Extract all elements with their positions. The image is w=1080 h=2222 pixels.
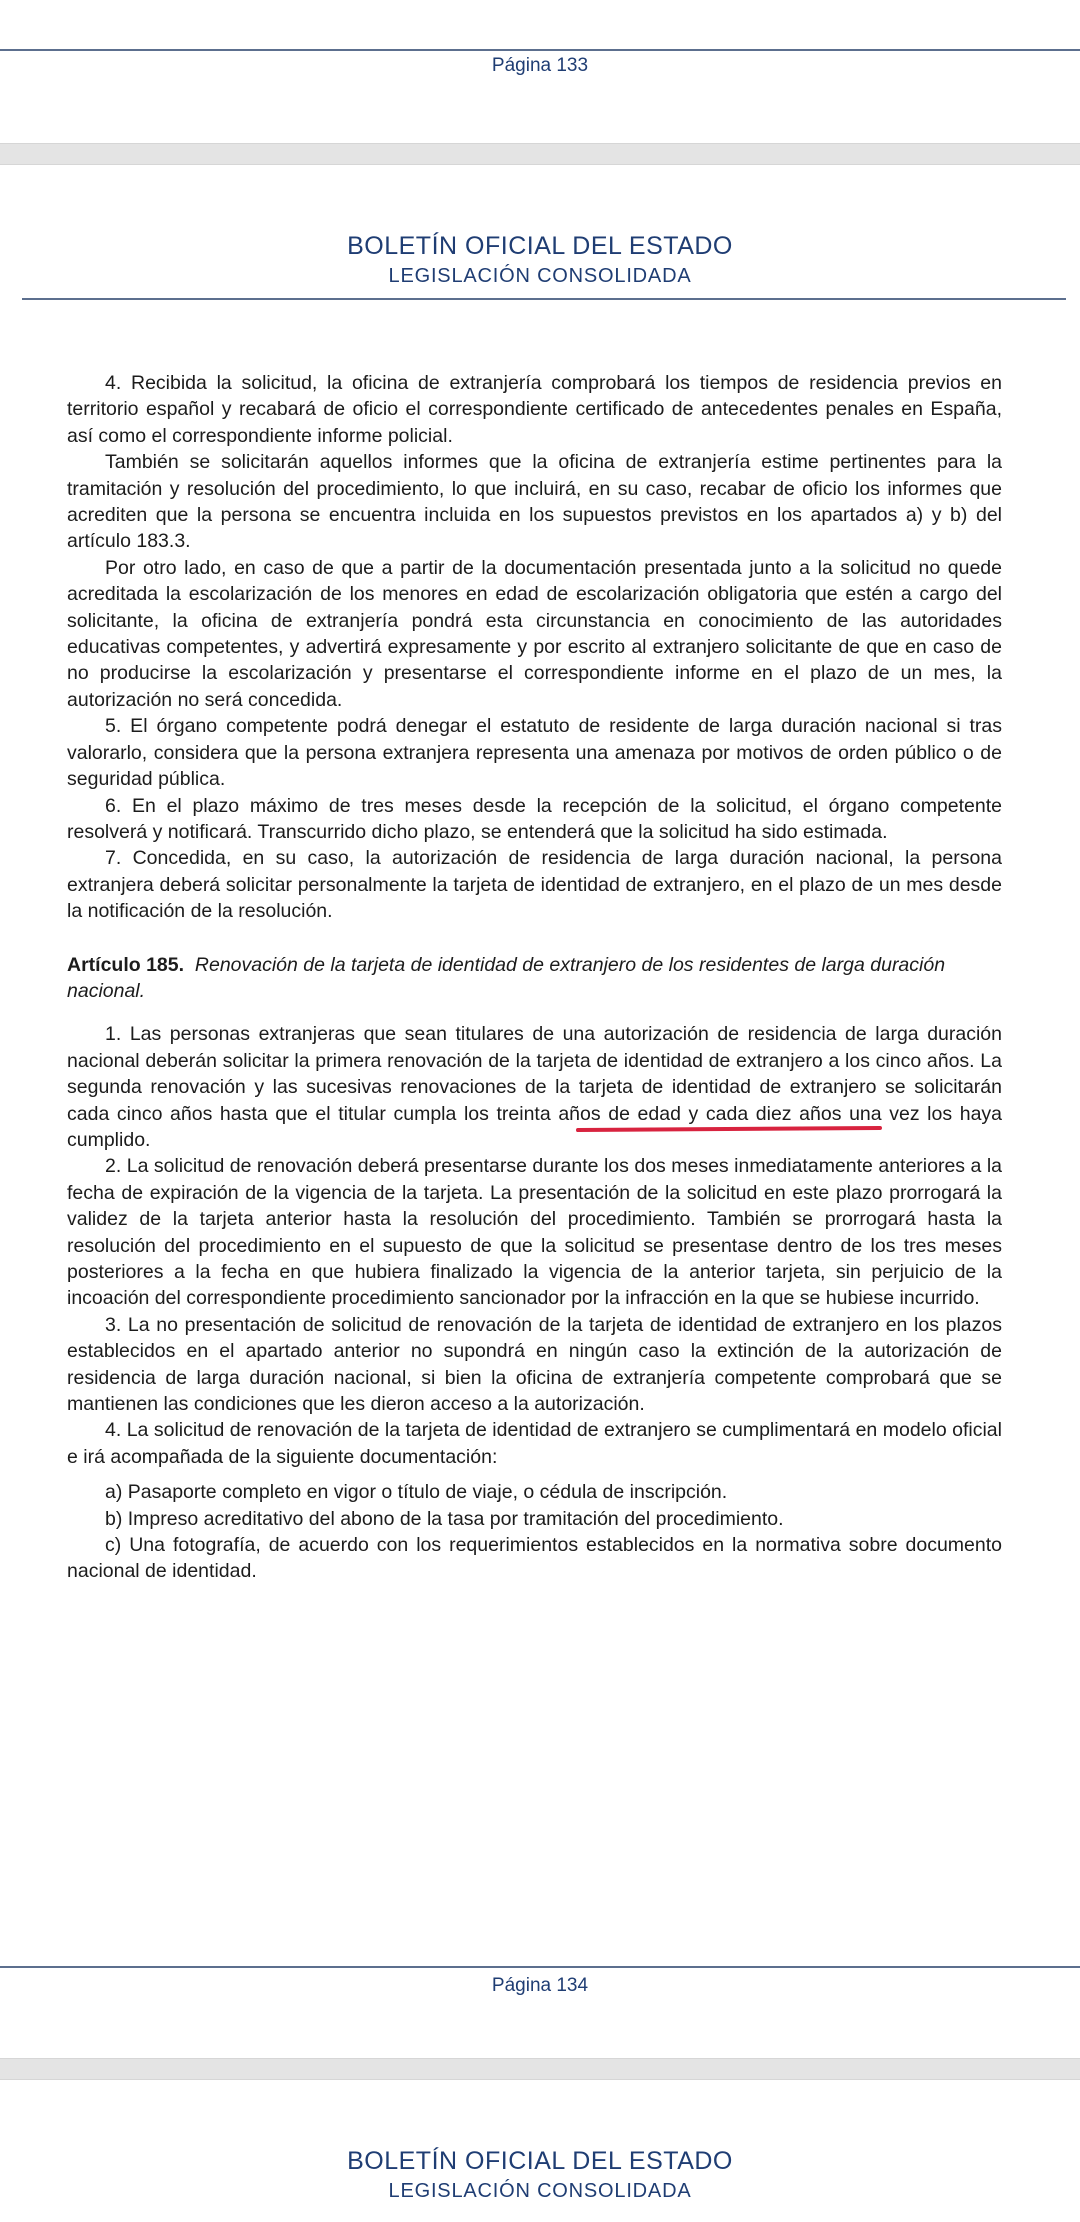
page-gap-top: [0, 143, 1080, 165]
paragraph: 7. Concedida, en su caso, la autorización de residencia de larga duración nacional, la persona extranjera deberá solicitar personalmente la tarjeta de identidad de extranjero, en el plazo de un mes desde la notificación de la resolución.: [67, 847, 1002, 923]
page-gap-bottom: [0, 2058, 1080, 2080]
paragraph: Por otro lado, en caso de que a partir de la documentación presentada junto a la solicitud no quede acreditada la escolarización de los menores en edad de escolarización obligatoria que estén a cargo del solicitante, la oficina de extranjería pondrá esta circunstancia en conocimiento de las autoridades educativas competentes, y advertirá expresamente y por escrito al extranjero solicitante de que en caso de no producirse la escolarización y presentarse el correspondiente informe en el plazo de un mes, la autorización no será concedida.: [67, 556, 1002, 711]
header-title: BOLETÍN OFICIAL DEL ESTADO: [347, 232, 733, 260]
paragraph-text-after: vez los haya cumplido.: [67, 1102, 1003, 1151]
list-item: c) Una fotografía, de acuerdo con los requerimientos establecidos en la normativa sobre documento nacional de identidad.: [67, 1534, 1002, 1583]
paragraph-text-before: 1. Las personas extranjeras que sean titulares de una autorización de residencia de larga duración nacional deberán solicitar la primera renovación de la tarjeta de identidad de extranjero a los cinco años. La segunda renovación y las sucesivas renovaciones de la tarjeta de identidad de extranjero se solicitarán cada cinco años hasta que el titular cumpla los treinta añ: [67, 1023, 1002, 1125]
paragraph: 4. La solicitud de renovación de la tarjeta de identidad de extranjero se cumplimentará en modelo oficial e irá acompañada de la siguiente documentación:: [67, 1419, 1002, 1468]
article-heading: [67, 952, 1002, 1005]
header-subtitle: LEGISLACIÓN CONSOLIDADA: [388, 265, 692, 287]
header-rule: [22, 298, 1066, 300]
paragraph: 2. La solicitud de renovación deberá presentarse durante los dos meses inmediatamente anteriores a la fecha de expiración de la vigencia de la tarjeta. La presentación de la solicitud en este plazo prorrogará la validez de la tarjeta anterior hasta la resolución del procedimiento. También se prorrogará hasta la resolución del procedimiento en el supuesto de que la solicitud se presentase dentro de los tres meses posteriores a la fecha en que hubiera finalizado la vigencia de la anterior tarjeta, sin perjuicio de la incoación del correspondiente procedimiento sancionador por la infracción en la que se hubiese incurrido.: [67, 1155, 1002, 1310]
paragraph: 5. El órgano competente podrá denegar el estatuto de residente de larga duración nacional si tras valorarlo, considera que la persona extranjera representa una amenaza por motivos de orden público o de seguridad pública.: [67, 715, 1002, 791]
page-top-rule: [0, 49, 1080, 51]
paragraph: 6. En el plazo máximo de tres meses desde la recepción de la solicitud, el órgano competente resolverá y notificará. Transcurrido dicho plazo, se entenderá que la solicitud ha sido estimada.: [67, 794, 1002, 843]
article-title: Renovación de la tarjeta de identidad de extranjero de los residentes de larga duración nacional.: [67, 953, 946, 1002]
document-header: [0, 230, 1080, 290]
page-number-bottom: Página 134: [491, 1975, 589, 1996]
document-body: [67, 370, 1002, 1585]
paragraph: También se solicitarán aquellos informes que la oficina de extranjería estime pertinentes para la tramitación y resolución del procedimiento, lo que incluirá, en su caso, recabar de oficio los informes que acrediten que la persona se encuentra incluida en los supuestos previstos en los apartados a) y b) del artículo 183.3.: [67, 451, 1002, 553]
header-subtitle-next: LEGISLACIÓN CONSOLIDADA: [388, 2180, 692, 2202]
red-underlined-text: os de edad y cada diez años una: [580, 1102, 882, 1125]
paragraph-with-underline: [67, 1021, 1002, 1153]
paragraph: 3. La no presentación de solicitud de renovación de la tarjeta de identidad de extranjero en los plazos establecidos en el apartado anterior no supondrá en ningún caso la extinción de la autorización de residencia de larga duración nacional, si bien la oficina de extranjería competente comprobará que se mantienen las condiciones que les dieron acceso a la autorización.: [67, 1313, 1002, 1416]
paragraph: 4. Recibida la solicitud, la oficina de extranjería comprobará los tiempos de residencia previos en territorio español y recabará de oficio el correspondiente certificado de antecedentes penales en España, así como el correspondiente informe policial.: [67, 372, 1002, 447]
page-bottom-rule: [0, 1966, 1080, 1968]
list-item: a) Pasaporte completo en vigor o título de viaje, o cédula de inscripción.: [105, 1481, 728, 1504]
list-item: b) Impreso acreditativo del abono de la tasa por tramitación del procedimiento.: [105, 1507, 784, 1530]
article-number: Artículo 185.: [67, 953, 185, 976]
page-number-top: Página 133: [491, 55, 589, 76]
header-title-next: BOLETÍN OFICIAL DEL ESTADO: [347, 2147, 733, 2175]
document-header-next: [0, 2145, 1080, 2205]
